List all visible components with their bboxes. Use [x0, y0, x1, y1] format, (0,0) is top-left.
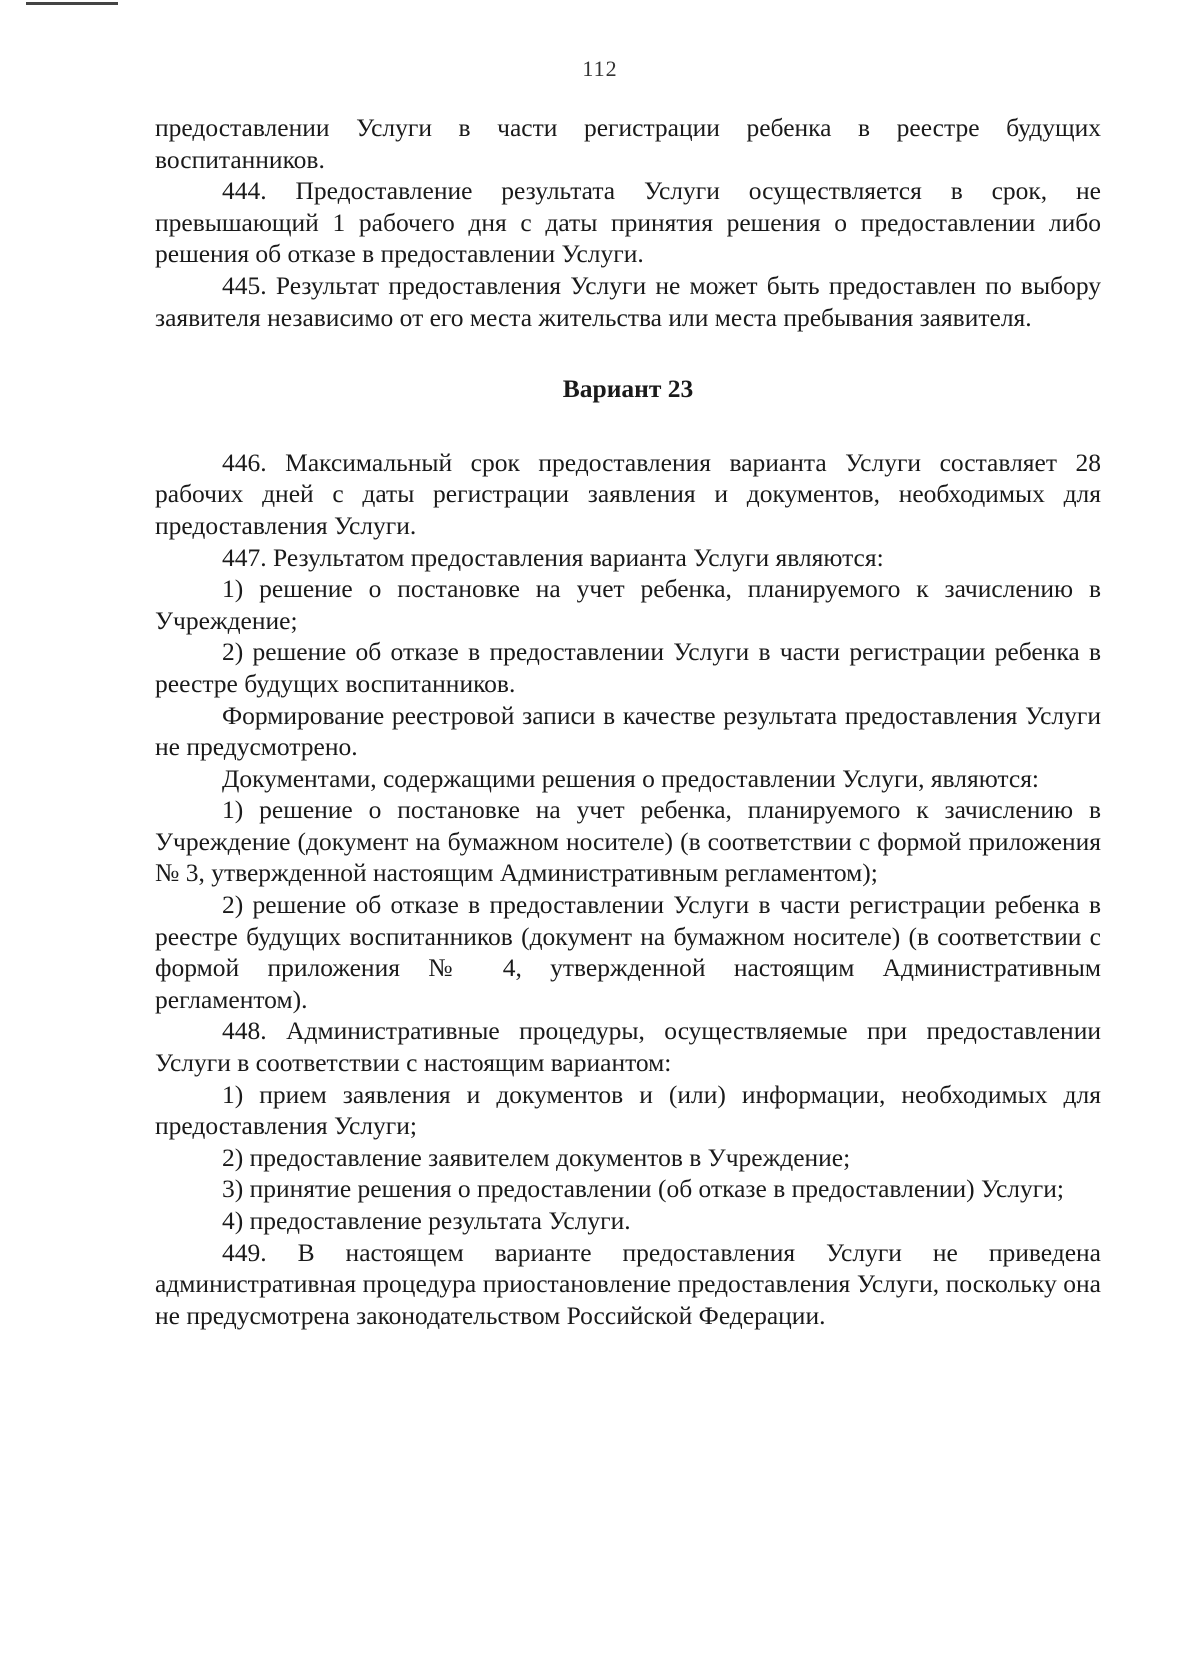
- paragraph-446: 446. Максимальный срок предоставления варианта Услуги составляет 28 рабочих дней с даты регистрации заявления и документов, необходимых для предоставления Услуги.: [155, 447, 1101, 540]
- list-item-documents-1: 1) решение о постановке на учет ребенка, планируемого к зачислению в Учреждение (документ на бумажном носителе) (в соответствии с формой приложения № 3, утвержденной настоящим Административным регламентом);: [155, 795, 1101, 888]
- paragraph-continuation: предоставлении Услуги в части регистрации ребенка в реестре будущих воспитанников.: [155, 113, 1101, 174]
- paragraph-449: 449. В настоящем варианте предоставления Услуги не приведена административная процедура приостановление предоставления Услуги, поскольку она не предусмотрена законодательством Российской Федерации.: [155, 1237, 1101, 1330]
- paragraph-445: 445. Результат предоставления Услуги не может быть предоставлен по выбору заявителя независимо от его места жительства или места пребывания заявителя.: [155, 270, 1101, 332]
- list-item-447-1: 1) решение о постановке на учет ребенка, планируемого к зачислению в Учреждение;: [155, 574, 1101, 635]
- list-item-448-1: 1) прием заявления и документов и (или) информации, необходимых для предоставления Услуги;: [155, 1079, 1101, 1141]
- list-item-documents-2: 2) решение об отказе в предоставлении Услуги в части регистрации ребенка в реестре будущих воспитанников (документ на бумажном носителе) (в соответствии с формой приложения № 4, утвержденной настоящим Административным регламентом).: [155, 890, 1101, 1014]
- paragraph-448: 448. Административные процедуры, осуществляемые при предоставлении Услуги в соответствии с настоящим вариантом:: [155, 1016, 1101, 1078]
- paragraph-444: 444. Предоставление результата Услуги осуществляется в срок, не превышающий 1 рабочего дня с даты принятия решения о предоставлении либо решения об отказе в предоставлении Услуги.: [155, 176, 1101, 269]
- paragraph-registry-note: Формирование реестровой записи в качестве результата предоставления Услуги не предусмотрено.: [155, 700, 1101, 762]
- list-item-447-2: 2) решение об отказе в предоставлении Услуги в части регистрации ребенка в реестре будущих воспитанников.: [155, 637, 1101, 698]
- list-item-448-4: 4) предоставление результата Услуги.: [222, 1206, 631, 1235]
- list-item-448-2: 2) предоставление заявителем документов в Учреждение;: [222, 1142, 851, 1172]
- scan-artifact-line: [26, 2, 118, 5]
- section-heading: Вариант 23: [562, 374, 694, 404]
- paragraph-documents-intro: Документами, содержащими решения о предоставлении Услуги, являются:: [222, 763, 1040, 793]
- document-body: [155, 112, 1101, 1331]
- paragraph-447: 447. Результатом предоставления варианта Услуги являются:: [222, 542, 884, 572]
- list-item-448-3: 3) принятие решения о предоставлении (об отказе в предоставлении) Услуги;: [222, 1174, 1064, 1204]
- page-number: 112: [582, 56, 618, 81]
